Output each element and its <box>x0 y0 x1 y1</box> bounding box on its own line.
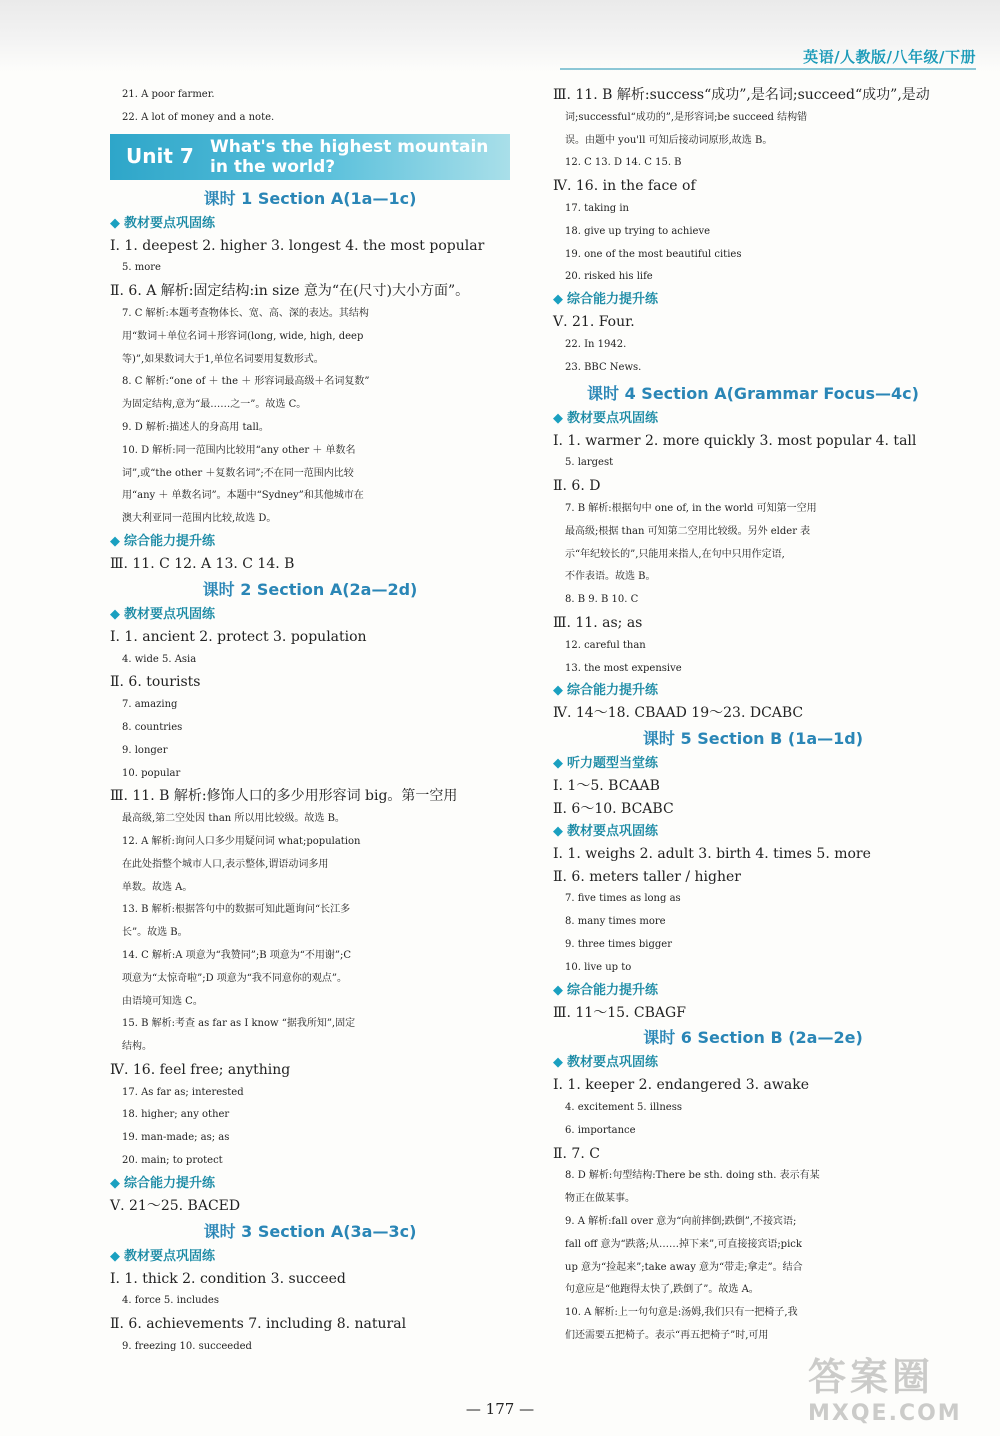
answer-line: 5. more <box>122 262 161 274</box>
answer-line: Ⅱ. 7. C <box>553 1145 600 1162</box>
section-heading <box>110 1246 510 1268</box>
answer-line: 15. B 解析:考查 as far as I know “据我所知”,固定 <box>122 1018 356 1030</box>
answer-line: Ⅰ. 1. keeper 2. endangered 3. awake <box>553 1077 810 1094</box>
answer-line: Ⅰ. 1. deepest 2. higher 3. longest 4. the most popular <box>110 237 485 254</box>
answer-line: 4. force 5. includes <box>122 1295 219 1307</box>
answer-line: 8. many times more <box>565 916 666 928</box>
answer-line: 9. D 解析:描述人的身高用 tall。 <box>122 421 269 433</box>
answer-line: 单数。故选 A。 <box>122 881 193 893</box>
answer-line: 们还需要五把椅子。表示“再五把椅子”时,可用 <box>565 1330 769 1342</box>
lesson-heading: 课时 5 Section B (1a—1d) <box>642 729 864 749</box>
diamond-icon: ◆ <box>553 823 563 839</box>
section-heading-label: 综合能力提升练 <box>124 533 216 549</box>
answer-line: 19. one of the most beautiful cities <box>565 248 742 260</box>
answer-line: Ⅲ. 11～15. CBAGF <box>553 1004 686 1021</box>
answer-line: Ⅲ. 11. as; as <box>553 614 643 631</box>
answer-line: Ⅱ. 6. achievements 7. including 8. natural <box>110 1316 407 1333</box>
answer-line: 最高级;根据 than 可知第二空用比较级。另外 elder 表 <box>565 525 811 537</box>
answer-line: 17. As far as; interested <box>122 1086 244 1098</box>
answer-line: 10. popular <box>122 767 181 779</box>
answer-line: Ⅲ. 11. B 解析:success“成功”,是名词;succeed“成功”,是动 <box>553 87 930 103</box>
diamond-icon: ◆ <box>553 292 563 308</box>
answer-line: Ⅰ. 1. weighs 2. adult 3. birth 4. times 5. more <box>553 845 871 862</box>
header-title: 英语/人教版/八年级/下册 <box>803 48 976 66</box>
answer-line: 9. freezing 10. succeeded <box>122 1341 252 1353</box>
section-heading <box>110 213 510 235</box>
section-heading <box>553 680 953 702</box>
section-heading-label: 教材要点巩固练 <box>567 1055 659 1071</box>
answer-line: Ⅰ. 1. ancient 2. protect 3. population <box>110 628 367 645</box>
section-heading-label: 综合能力提升练 <box>567 683 659 699</box>
section-heading-label: 听力题型当堂练 <box>567 756 659 772</box>
answer-line: 4. excitement 5. illness <box>565 1102 682 1114</box>
section-heading <box>553 289 953 311</box>
answer-line: 18. give up trying to achieve <box>565 225 711 237</box>
answer-line: 澳大利亚同一范围内比较,故选 D。 <box>122 513 277 525</box>
answer-line: 22. A lot of money and a note. <box>122 111 275 123</box>
lesson-heading: 课时 4 Section A(Grammar Focus—4c) <box>587 383 919 403</box>
section-heading <box>553 408 953 430</box>
answer-line: 6. importance <box>565 1124 636 1136</box>
answer-line: 用“any ＋ 单数名词”。本题中“Sydney”和其他城市在 <box>122 490 364 502</box>
answer-line: 20. main; to protect <box>122 1155 223 1167</box>
answer-line: fall off 意为“跌落;从……掉下来”,可直接接宾语;pick <box>565 1238 802 1250</box>
answer-line: Ⅱ. 6. meters taller / higher <box>553 868 741 885</box>
diamond-icon: ◆ <box>110 533 120 549</box>
answer-line: 14. C 解析:A 项意为“我赞同”;B 项意为“不用谢”;C <box>122 949 352 961</box>
answer-line: 用“数词＋单位名词＋形容词(long, wide, high, deep <box>122 330 364 342</box>
answer-line: 13. the most expensive <box>565 662 682 674</box>
answer-line: 长”。故选 B。 <box>122 927 188 939</box>
section-heading <box>110 531 510 553</box>
section-heading <box>553 1052 953 1074</box>
answer-line: 4. wide 5. Asia <box>122 653 197 665</box>
section-heading-label: 教材要点巩固练 <box>124 1248 216 1264</box>
section-heading-label: 教材要点巩固练 <box>124 215 216 231</box>
diamond-icon: ◆ <box>110 606 120 622</box>
answer-line: Ⅴ. 21. Four. <box>553 314 635 331</box>
lesson-heading: 课时 3 Section A(3a—3c) <box>203 1221 417 1241</box>
diamond-icon: ◆ <box>553 683 563 699</box>
page-number: — 177 — <box>465 1400 535 1418</box>
answer-line: 23. BBC News. <box>565 361 642 373</box>
diamond-icon: ◆ <box>553 982 563 998</box>
answer-line: 20. risked his life <box>565 271 653 283</box>
watermark-text: 答案圈 <box>808 1355 935 1399</box>
answer-line: up 意为“捡起来”;take away 意为“带走;拿走”。结合 <box>565 1261 803 1273</box>
answer-line: 不作表语。故选 B。 <box>565 571 656 583</box>
unit-banner <box>110 134 510 180</box>
section-heading-label: 教材要点巩固练 <box>567 410 659 426</box>
unit-title: What's the highest mountain in the world? <box>210 136 489 177</box>
answer-line: 10. A 解析:上一句句意是:汤姆,我们只有一把椅子,我 <box>565 1307 798 1319</box>
answer-line: 7. five times as long as <box>565 893 681 905</box>
answer-line: 示“年纪较长的”,只能用来指人,在句中只用作定语, <box>565 548 785 560</box>
right-column <box>553 84 953 1348</box>
answer-line: Ⅳ. 14～18. CBAAD 19～23. DCABC <box>553 705 804 722</box>
answer-line: 10. live up to <box>565 961 632 973</box>
answer-line: 7. C 解析:本题考查物体长、宽、高、深的表达。其结构 <box>122 307 369 319</box>
answer-line: Ⅱ. 6. A 解析:固定结构:in size 意为“在(尺寸)大小方面”。 <box>110 283 470 300</box>
answer-line: Ⅱ. 6. tourists <box>110 674 201 691</box>
answer-line: Ⅳ. 16. in the face of <box>553 178 696 195</box>
section-heading-label: 综合能力提升练 <box>567 292 659 308</box>
answer-line: 结构。 <box>122 1041 152 1053</box>
answer-line: 等)”,如果数词大于1,单位名词要用复数形式。 <box>122 353 324 365</box>
section-heading-label: 综合能力提升练 <box>567 982 659 998</box>
answer-line: Ⅰ. 1. thick 2. condition 3. succeed <box>110 1270 346 1287</box>
section-heading <box>110 604 510 626</box>
section-heading-label: 教材要点巩固练 <box>124 606 216 622</box>
diamond-icon: ◆ <box>553 756 563 772</box>
diamond-icon: ◆ <box>110 1248 120 1264</box>
answer-line: 句意应是“他跑得太快了,跌倒了”。故选 A。 <box>565 1284 759 1296</box>
answer-line: 12. C 13. D 14. C 15. B <box>565 157 682 169</box>
section-heading-label: 综合能力提升练 <box>124 1175 216 1191</box>
answer-line: 8. D 解析:句型结构:There be sth. doing sth. 表示有某 <box>565 1170 820 1182</box>
answer-line: 在此处指整个城市人口,表示整体,谓语动词多用 <box>122 858 329 870</box>
answer-line: 词;successful“成功的”,是形容词;be succeed 结构错 <box>565 111 808 123</box>
answer-line: 12. careful than <box>565 639 646 651</box>
answer-line: 7. amazing <box>122 699 178 711</box>
answer-line: Ⅲ. 11. B 解析:修饰人口的多少用形容词 big。第一空用 <box>110 788 458 805</box>
section-heading <box>110 1173 510 1195</box>
answer-line: Ⅴ. 21～25. BACED <box>110 1197 241 1214</box>
answer-line: 误。由题中 you'll 可知后接动词原形,故选 B。 <box>565 134 773 146</box>
answer-line: 5. largest <box>565 457 614 469</box>
answer-line: 18. higher; any other <box>122 1109 230 1121</box>
answer-line: 21. A poor farmer. <box>122 89 215 100</box>
answer-line: Ⅰ. 1. warmer 2. more quickly 3. most popular 4. tall <box>553 432 917 449</box>
answer-line: 7. B 解析:根据句中 one of, in the world 可知第一空用 <box>565 502 817 514</box>
answer-line: 13. B 解析:根据答句中的数据可知此题询问“长江多 <box>122 904 351 916</box>
answer-line: 9. A 解析:fall over 意为“向前摔倒;跌倒”,不接宾语; <box>565 1216 797 1228</box>
answer-line: 8. C 解析:“one of ＋ the ＋ 形容词最高级＋名词复数” <box>122 376 370 388</box>
lesson-heading: 课时 6 Section B (2a—2e) <box>643 1028 863 1048</box>
header-rule <box>560 68 976 70</box>
answer-line: 12. A 解析:询问人口多少用疑问词 what;population <box>122 835 361 847</box>
answer-line: 9. longer <box>122 744 168 756</box>
left-column <box>110 84 510 1359</box>
answer-line: 17. taking in <box>565 202 629 214</box>
answer-line: 22. In 1942. <box>565 338 627 350</box>
answer-line: 10. D 解析:同一范围内比较用“any other ＋ 单数名 <box>122 444 356 456</box>
section-heading <box>553 821 953 843</box>
lesson-heading: 课时 1 Section A(1a—1c) <box>203 188 417 208</box>
answer-line: 为固定结构,意为“最……之一”。故选 C。 <box>122 399 307 411</box>
answer-line: 19. man-made; as; as <box>122 1132 230 1144</box>
answer-line: Ⅱ. 6. D <box>553 478 601 495</box>
answer-line: Ⅲ. 11. C 12. A 13. C 14. B <box>110 555 295 572</box>
answer-line: 项意为“太惊奇啦”;D 项意为“我不同意你的观点”。 <box>122 972 348 984</box>
section-heading-label: 教材要点巩固练 <box>567 823 659 839</box>
answer-line: 由语境可知选 C。 <box>122 995 203 1007</box>
watermark-logo <box>808 1346 978 1426</box>
answer-line: Ⅳ. 16. feel free; anything <box>110 1061 291 1078</box>
diamond-icon: ◆ <box>553 1055 563 1071</box>
answer-line: Ⅰ. 1～5. BCAAB <box>553 778 660 795</box>
unit-label: Unit 7 <box>126 143 194 168</box>
lesson-heading: 课时 2 Section A(2a—2d) <box>202 579 418 599</box>
diamond-icon: ◆ <box>553 410 563 426</box>
answer-line: 词”,或“the other ＋复数名词”;不在同一范围内比较 <box>122 467 354 479</box>
answer-line: 8. B 9. B 10. C <box>565 594 639 606</box>
answer-line: 最高级,第二空处因 than 所以用比较级。故选 B。 <box>122 813 345 825</box>
diamond-icon: ◆ <box>110 1175 120 1191</box>
diamond-icon: ◆ <box>110 215 120 231</box>
answer-line: 物正在做某事。 <box>565 1193 635 1205</box>
answer-line: 9. three times bigger <box>565 938 673 950</box>
answer-line: 8. countries <box>122 721 183 733</box>
answer-line: Ⅱ. 6～10. BCABC <box>553 800 674 817</box>
section-heading <box>553 753 953 775</box>
section-heading <box>553 980 953 1002</box>
watermark-url: MXQE.COM <box>808 1401 962 1426</box>
